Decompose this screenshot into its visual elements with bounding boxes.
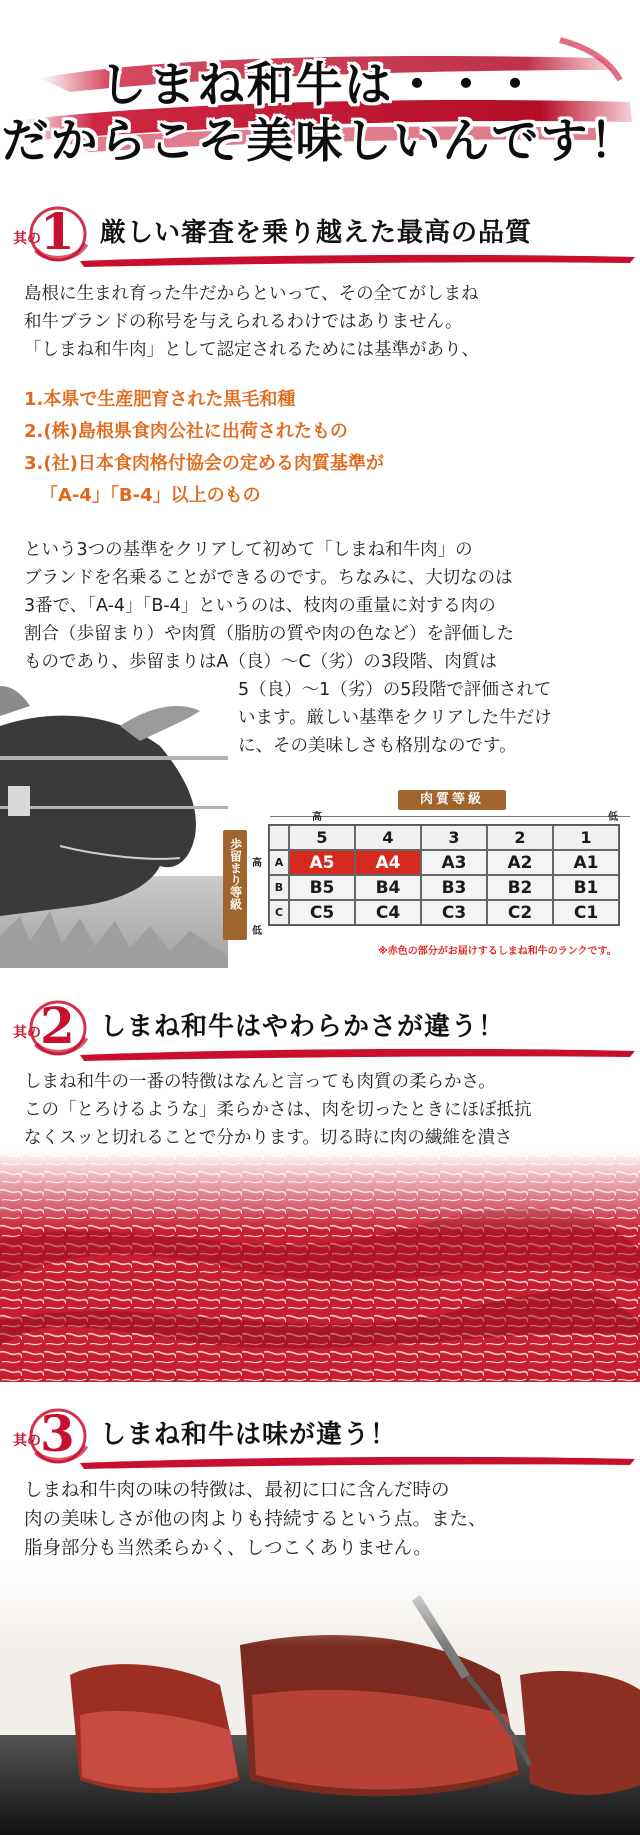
section-2-badge — [6, 994, 88, 1060]
yield-axis-low: 低 — [252, 926, 262, 937]
body-line: 5（良）～1（劣）の5段階で評価されて — [238, 680, 552, 700]
section-1-body — [24, 536, 620, 676]
body-line: しまね和牛肉の味の特徴は、最初に口に含んだ時の — [24, 1480, 450, 1501]
section-3-sono-label: 其の — [13, 1433, 41, 1449]
body-line: います。厳しい基準をクリアした牛だけ — [238, 708, 552, 728]
body-line: 肉の美味しさが他の肉よりも持続するという点。また、 — [24, 1509, 487, 1530]
grade-header-row — [269, 825, 619, 850]
section-3-title: しまね和牛は味が違う！ — [100, 1420, 398, 1450]
grade-cell: C5 — [289, 900, 355, 925]
grilled-steak-photo — [0, 1565, 640, 1835]
header-title-line-1: しまね和牛は・・・ — [99, 58, 541, 113]
column-header: 3 — [421, 825, 487, 850]
column-header: 2 — [487, 825, 553, 850]
quality-axis-line — [270, 816, 630, 817]
body-line: ものであり、歩留まりはA（良）～C（劣）の3段階、肉質は — [24, 652, 497, 672]
row-label: B — [269, 875, 289, 900]
body-line: 割合（歩留まり）や肉質（脂肪の質や肉の色など）を評価した — [24, 624, 514, 644]
row-label: A — [269, 850, 289, 875]
intro-line: 島根に生まれ育った牛だからといって、その全てがしまね — [24, 284, 479, 304]
criteria-item: 「A-4」「B-4」以上のもの — [40, 485, 261, 506]
section-2-brush-underline — [80, 1045, 635, 1063]
grade-cell: B1 — [553, 875, 619, 900]
body-line: しまね和牛の一番の特徴はなんと言っても肉質の柔らかさ。 — [24, 1072, 496, 1092]
grade-cell: B4 — [355, 875, 421, 900]
section-3-number: 3 — [40, 1404, 75, 1463]
grade-cell: B3 — [421, 875, 487, 900]
criteria-item: 1.本県で生産肥育された黒毛和種 — [24, 389, 296, 410]
section-2-title: しまね和牛はやわらかさが違う！ — [100, 1012, 506, 1042]
grade-note: ※赤色の部分がお届けするしまね和牛のランクです。 — [378, 946, 617, 957]
grade-row-a — [269, 850, 619, 875]
body-line: に、その美味しさも格別なのです。 — [238, 736, 517, 756]
quality-axis-high: 高 — [312, 812, 322, 823]
grade-row-b — [269, 875, 619, 900]
quality-axis-low: 低 — [608, 812, 618, 823]
intro-line: 和牛ブランドの称号を与えられるわけではありません。 — [24, 312, 463, 332]
marbled-beef-photo — [0, 1150, 640, 1382]
body-line: 脂身部分も当然柔らかく、しつこくありません。 — [24, 1538, 432, 1559]
section-3-heading — [0, 1398, 640, 1478]
criteria-item: 2.(株)島根県食肉公社に出荷されたもの — [24, 421, 348, 442]
section-1-intro — [24, 280, 620, 364]
meat-quality-label: 肉質等級 — [398, 790, 506, 810]
cow-photo — [0, 686, 228, 968]
grade-cell: C1 — [553, 900, 619, 925]
table-corner — [269, 825, 289, 850]
grade-row-c — [269, 900, 619, 925]
section-1-number: 1 — [40, 202, 75, 261]
section-1-body-indented — [238, 676, 618, 760]
grade-cell: B5 — [289, 875, 355, 900]
body-line: 3番で、「A-4」「B-4」というのは、枝肉の重量に対する肉の — [24, 596, 496, 616]
grade-cell: C4 — [355, 900, 421, 925]
body-line: なくスッと切れることで分かります。切る時に肉の繊維を潰さ — [24, 1128, 513, 1148]
grade-cell: A3 — [421, 850, 487, 875]
body-line: ブランドを名乗ることができるのです。ちなみに、大切なのは — [24, 568, 513, 588]
yield-grade-label-text: 歩留まり等級 — [228, 838, 243, 910]
section-2-sono-label: 其の — [13, 1025, 41, 1041]
grade-cell: C3 — [421, 900, 487, 925]
criteria-list — [24, 384, 384, 512]
column-header: 1 — [553, 825, 619, 850]
grade-cell: C2 — [487, 900, 553, 925]
header-banner — [0, 0, 640, 172]
section-3-brush-underline — [80, 1453, 635, 1471]
column-header: 5 — [289, 825, 355, 850]
section-3-badge — [6, 1402, 88, 1468]
criteria-item: 3.(社)日本食肉格付協会の定める肉質基準が — [24, 453, 384, 474]
grade-cell: A5 — [289, 850, 355, 875]
header-title-line-2: だからこそ美味しいんです！ — [1, 114, 639, 169]
grade-chart — [220, 790, 640, 970]
grade-cell: A1 — [553, 850, 619, 875]
section-1-badge — [6, 200, 88, 266]
section-1-sono-label: 其の — [13, 231, 41, 247]
row-label: C — [269, 900, 289, 925]
section-1-title: 厳しい審査を乗り越えた最高の品質 — [100, 218, 533, 248]
grade-cell: B2 — [487, 875, 553, 900]
grade-table — [268, 824, 620, 926]
grade-cell: A2 — [487, 850, 553, 875]
yield-axis-high: 高 — [252, 858, 262, 869]
section-2-number: 2 — [40, 996, 75, 1055]
section-2-heading — [0, 990, 640, 1070]
body-line: この「とろけるような」柔らかさは、肉を切ったときにほぼ抵抗 — [24, 1100, 532, 1120]
column-header: 4 — [355, 825, 421, 850]
section-1-brush-underline — [80, 251, 635, 269]
intro-line: 「しまね和牛肉」として認定されるためには基準があり、 — [24, 340, 479, 360]
body-line: という3つの基準をクリアして初めて「しまね和牛肉」の — [24, 540, 473, 560]
section-1-heading — [0, 196, 640, 276]
grade-cell: A4 — [355, 850, 421, 875]
yield-grade-label — [223, 830, 247, 940]
